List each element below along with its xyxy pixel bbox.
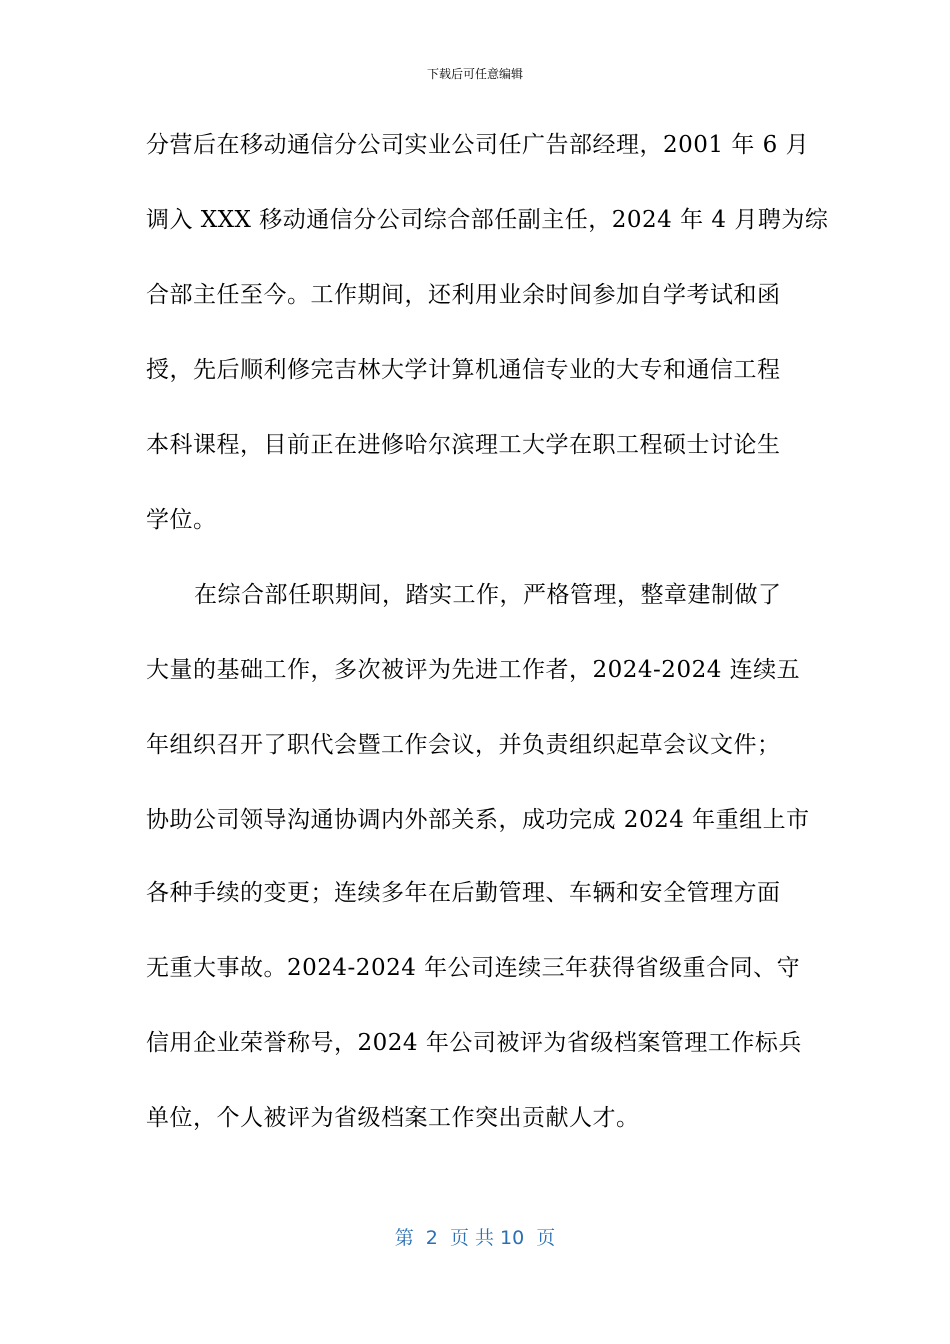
text-line: 授，先后顺利修完吉林大学计算机通信专业的大专和通信工程 <box>146 357 781 383</box>
text-line: 学位。 <box>146 507 217 533</box>
page-number-footer <box>0 1226 950 1250</box>
text-line: 本科课程，目前正在进修哈尔滨理工大学在职工程硕士讨论生 <box>146 432 781 458</box>
text-line: 调入 XXX 移动通信分公司综合部任副主任，2024 年 4 月聘为综 <box>146 207 829 233</box>
text-line: 协助公司领导沟通协调内外部关系，成功完成 2024 年重组上市 <box>146 807 810 833</box>
text-line: 单位，个人被评为省级档案工作突出贡献人才。 <box>146 1105 640 1131</box>
page-number-text: 第 2 页 共 10 页 <box>394 1227 556 1249</box>
text-line: 大量的基础工作，多次被评为先进工作者，2024-2024 连续五 <box>146 657 801 683</box>
text-line: 分营后在移动通信分公司实业公司任广告部经理，2001 年 6 月 <box>146 132 810 158</box>
text-line: 无重大事故。2024-2024 年公司连续三年获得省级重合同、守 <box>146 955 801 981</box>
text-line: 信用企业荣誉称号，2024 年公司被评为省级档案管理工作标兵 <box>146 1030 802 1056</box>
text-line: 合部主任至今。工作期间，还利用业余时间参加自学考试和函 <box>146 282 781 308</box>
text-line: 在综合部任职期间，踏实工作，严格管理，整章建制做了 <box>194 582 782 608</box>
text-line: 年组织召开了职代会暨工作会议，并负责组织起草会议文件； <box>146 732 781 758</box>
text-line: 各种手续的变更；连续多年在后勤管理、车辆和安全管理方面 <box>146 880 781 906</box>
page-header: 下载后可任意编辑 <box>426 67 523 81</box>
